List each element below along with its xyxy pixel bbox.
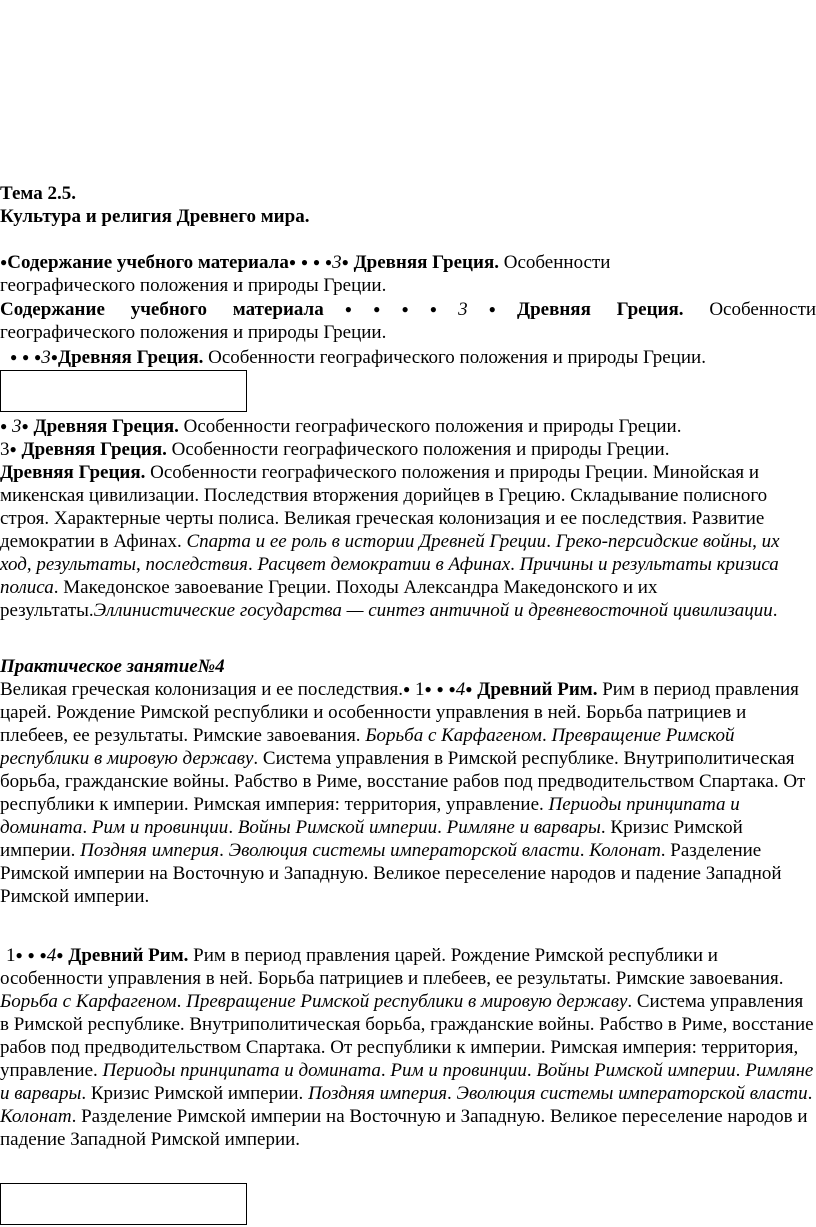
bullet-icon: ● bbox=[436, 682, 444, 696]
number-three: 3 bbox=[41, 347, 51, 368]
content-heading-line-2 bbox=[0, 298, 816, 321]
greece-heading: Древняя Греция. bbox=[33, 416, 179, 437]
greece-lead: Особенности географического положения и природы Греции. bbox=[150, 462, 648, 483]
bullet-icon: ● bbox=[448, 682, 456, 696]
greece-heading: Древняя Греция. bbox=[517, 299, 684, 320]
bullet-icon: ● bbox=[50, 350, 58, 364]
bullet-icon: ● bbox=[401, 302, 430, 316]
bullet-icon: ● bbox=[341, 255, 349, 269]
rome-heading: Древний Рим. bbox=[477, 679, 598, 700]
greece-lead-word: Особенности bbox=[503, 252, 611, 273]
bullet-icon: ● bbox=[312, 255, 321, 269]
bullet-icon: ● bbox=[0, 419, 8, 433]
bullet-icon: ● bbox=[403, 682, 411, 696]
greece-heading: Древняя Греция. bbox=[353, 252, 499, 273]
greece-heading: Древняя Греция. bbox=[0, 462, 146, 483]
number-four: 4 bbox=[46, 945, 57, 966]
bullet-icon: ● bbox=[9, 442, 17, 456]
rome-paragraph-1: Великая греческая колонизация и ее последствия.● 1● ● ●4● Древний Рим. Рим в период правления царей. Рождение Римской республики и особенности управления в ней. Борьба патрициев и плебеев, ее результаты. Римские завоевания. Борьба с Карфагеном. Превращение Римской республики в мировую державу. Система управления в Римской республике. Внутриполитическая борьба, гражданские войны. Рабство в Риме, восстание рабов под предводительством Спартака. От республики к империи. Римская империя: территория, управление. Периоды принципата и домината. Рим и провинции. Войны Римской империи. Римляне и варвары. Кризис Римской империи. Поздняя империя. Эволюция системы императорской власти. Колонат. Разделение Римской империи на Восточную и Западную. Великое переселение народов и падение Западной Римской империи. bbox=[0, 679, 806, 907]
bullet-icon: ● bbox=[323, 302, 374, 316]
greece-line-3 bbox=[10, 346, 816, 369]
bullet-icon: ● bbox=[15, 948, 23, 962]
bullet-icon: ● bbox=[34, 350, 42, 364]
bullet-icon: ● bbox=[27, 948, 35, 962]
number-three: 3 bbox=[0, 439, 10, 460]
greece-lead: Особенности географического положения и природы Греции. bbox=[171, 439, 670, 460]
bullet-icon: ● bbox=[300, 255, 309, 269]
bullet-icon: ● bbox=[10, 350, 18, 364]
greece-heading: Древняя Греция. bbox=[58, 347, 204, 368]
content-heading: Содержание учебного материала bbox=[7, 252, 289, 273]
greece-lead: Особенности географического положения и природы Греции. bbox=[208, 347, 706, 368]
greece-lead-word: Особенности bbox=[709, 299, 816, 320]
bullet-icon: ● bbox=[39, 948, 47, 962]
greece-lead: Особенности географического положения и природы Греции. bbox=[183, 416, 682, 437]
empty-box bbox=[0, 370, 247, 412]
content-heading-line-1 bbox=[0, 251, 816, 274]
bullet-icon: ● bbox=[0, 255, 8, 269]
empty-box bbox=[0, 1183, 247, 1225]
topic-title: Культура и религия Древнего мира. bbox=[0, 206, 310, 227]
greece-lead-rest: географического положения и природы Греции. bbox=[0, 322, 387, 343]
bullet-icon: ● bbox=[424, 682, 432, 696]
number-one: 1 bbox=[6, 945, 16, 966]
greece-line-5 bbox=[0, 438, 816, 461]
number-three: 3 bbox=[12, 416, 22, 437]
bullet-icon: ● bbox=[56, 948, 64, 962]
bullet-icon: ● bbox=[429, 302, 459, 316]
bullet-icon: ● bbox=[22, 350, 30, 364]
bullet-icon: ● bbox=[465, 682, 473, 696]
number-three: 3 bbox=[458, 299, 468, 320]
bullet-icon: ● bbox=[324, 255, 333, 269]
number-three: 3 bbox=[332, 252, 342, 273]
bullet-icon: ● bbox=[373, 302, 402, 316]
colonization-line: Великая греческая колонизация и ее последствия. bbox=[0, 679, 404, 700]
bullet-icon: ● bbox=[288, 255, 297, 269]
greece-heading: Древняя Греция. bbox=[21, 439, 167, 460]
bullet-icon: ● bbox=[21, 419, 29, 433]
number-four: 4 bbox=[455, 679, 466, 700]
practical-heading: Практическое занятие№4 bbox=[0, 656, 225, 677]
greece-paragraph: Древняя Греция. Особенности географического положения и природы Греции. Минойская и микенская цивилизации. Последствия вторжения дорийцев в Грецию. Складывание полисного строя. Характерные черты полиса. Великая греческая колонизация и ее последствия. Развитие демократии в Афинах. Спарта и ее роль в истории Древней Греции. Греко-персидские войны, их ход, результаты, последствия. Расцвет демократии в Афинах. Причины и результаты кризиса полиса. Македонское завоевание Греции. Походы Александра Македонского и их результаты.Эллинистические государства — синтез античной и древневосточной цивилизации. bbox=[0, 462, 780, 621]
rome-paragraph-2: 1● ● ●4● Древний Рим. Рим в период правления царей. Рождение Римской республики и особенности управления в ней. Борьба патрициев и плебеев, ее результаты. Римские завоевания. Борьба с Карфагеном. Превращение Римской республики в мировую державу. Система управления в Римской республике. Внутриполитическая борьба, гражданские войны. Рабство в Риме, восстание рабов под предводительством Спартака. От республики к империи. Римская империя: территория, управление. Периоды принципата и домината. Рим и провинции. Войны Римской империи. Римляне и варвары. Кризис Римской империи. Поздняя империя. Эволюция системы императорской власти. Колонат. Разделение Римской империи на Восточную и Западную. Великое переселение народов и падение Западной Римской империи. bbox=[0, 945, 814, 1150]
rome-heading: Древний Рим. bbox=[68, 945, 189, 966]
greece-lead-rest: географического положения и природы Греции. bbox=[0, 275, 387, 296]
number-one: 1 bbox=[415, 679, 425, 700]
bullet-icon: ● bbox=[467, 302, 518, 316]
topic-number: Тема 2.5. bbox=[0, 183, 76, 204]
greece-line-4 bbox=[0, 415, 816, 438]
content-heading: Содержание учебного материала bbox=[0, 299, 324, 320]
